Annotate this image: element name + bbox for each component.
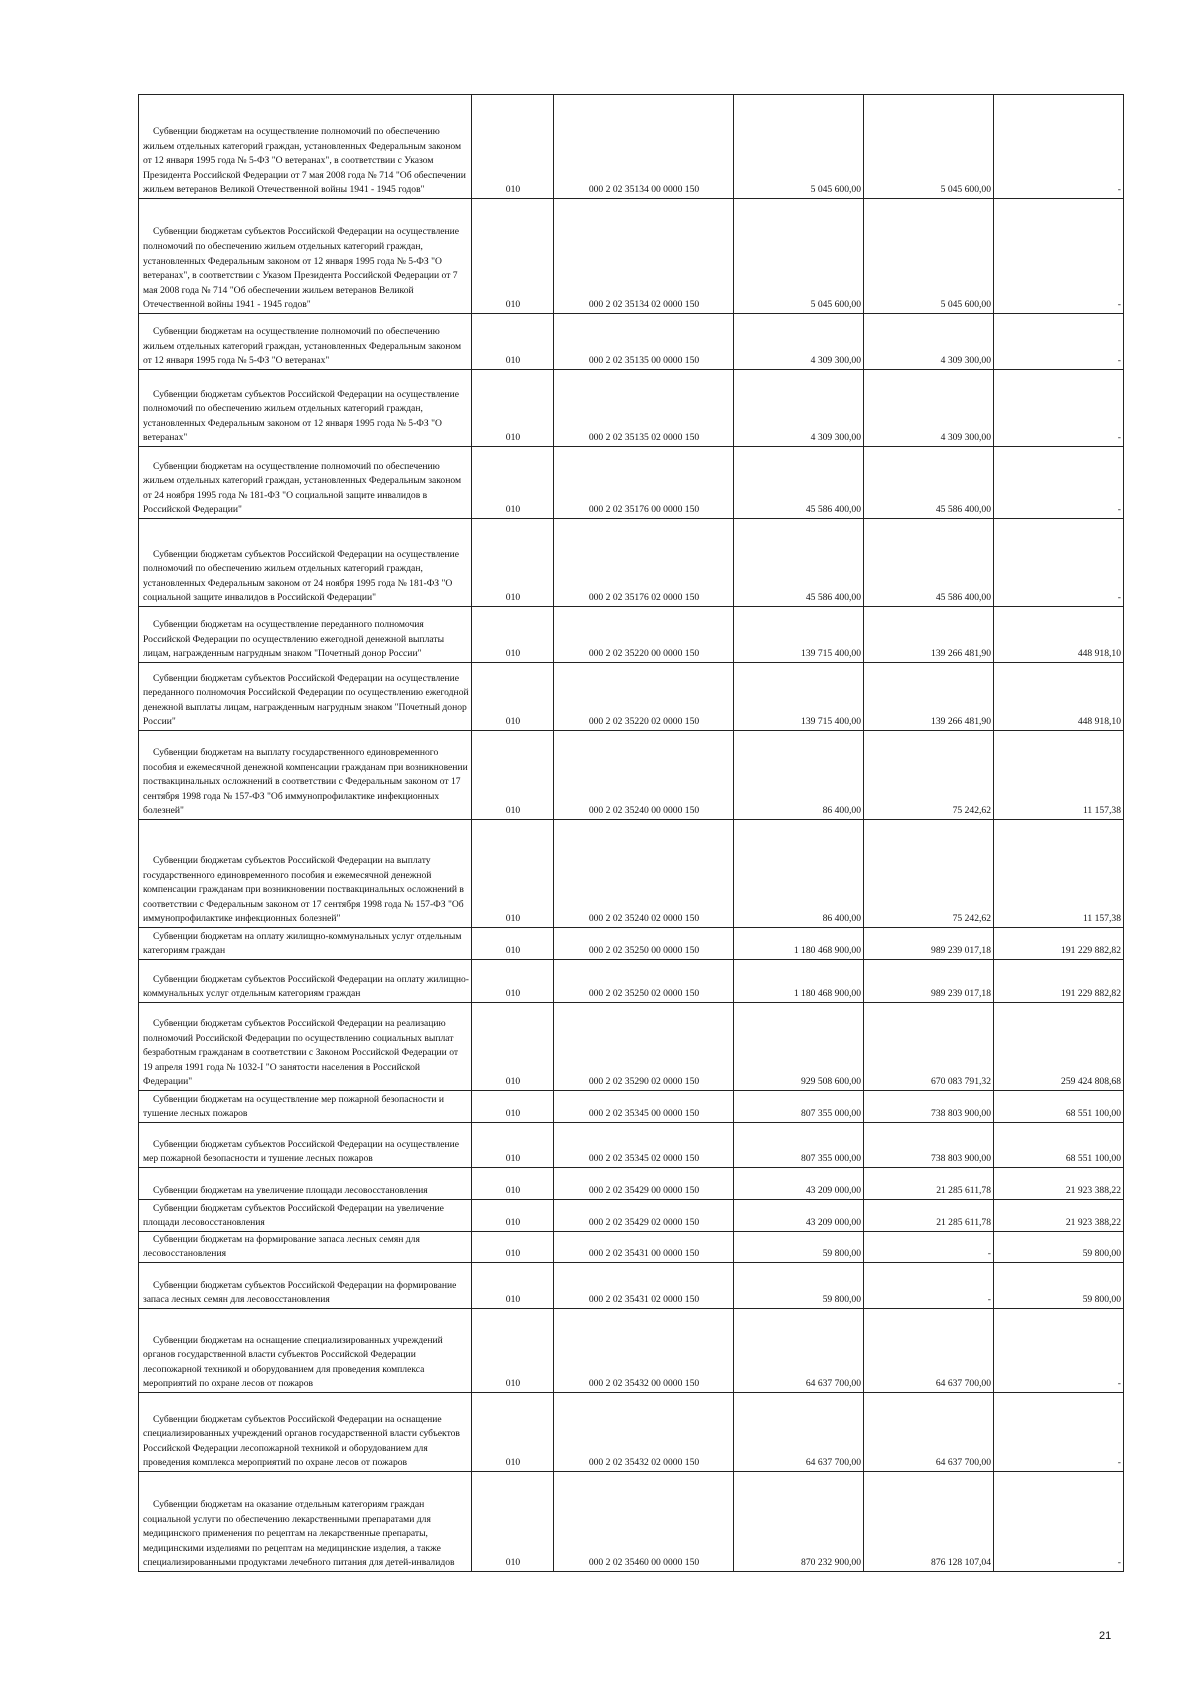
- row-name-cell: [139, 447, 472, 519]
- row-plan-cell: 929 508 600,00: [734, 1003, 864, 1091]
- budget-table-body: [139, 95, 1124, 1572]
- row-fact-cell: 45 586 400,00: [864, 447, 994, 519]
- row-code-cell: 010: [472, 1309, 554, 1393]
- row-name-text: Субвенции бюджетам на осуществление полномочий по обеспечению жильем отдельных категорий граждан, установленных Федеральным законом от 12 января 1995 года № 5-ФЗ "О ветеранах": [143, 326, 462, 367]
- budget-table: [138, 94, 1124, 1572]
- row-rest-cell: -: [994, 95, 1124, 199]
- row-name-text: Субвенции бюджетам субъектов Российской Федерации на выплату государственного единовременного пособия и ежемесячной денежной компенсации гражданам при возникновении поствакцинальных осложнений в соответствии с Федеральным законом от 17 сентября 1998 года № 157-ФЗ "Об иммунопрофилактике инфекционных болезней": [143, 855, 464, 925]
- row-fact-cell: 5 045 600,00: [864, 95, 994, 199]
- table-row: [139, 960, 1124, 1003]
- row-fact-cell: 21 285 611,78: [864, 1168, 994, 1200]
- row-name-cell: [139, 1003, 472, 1091]
- table-row: [139, 447, 1124, 519]
- row-plan-cell: 59 800,00: [734, 1232, 864, 1263]
- row-code-cell: 010: [472, 607, 554, 663]
- row-name-cell: [139, 95, 472, 199]
- row-name-text: Субвенции бюджетам на осуществление переданного полномочия Российской Федерации по осуществлению ежегодной денежной выплаты лицам, награжденным нагрудным знаком "Почетный донор России": [143, 619, 445, 660]
- table-row: [139, 731, 1124, 820]
- row-fact-cell: 989 239 017,18: [864, 928, 994, 960]
- row-kbk-cell: 000 2 02 35176 02 0000 150: [554, 519, 734, 607]
- row-fact-cell: 64 637 700,00: [864, 1309, 994, 1393]
- row-plan-cell: 807 355 000,00: [734, 1123, 864, 1168]
- row-kbk-cell: 000 2 02 35135 00 0000 150: [554, 314, 734, 370]
- row-rest-cell: 68 551 100,00: [994, 1091, 1124, 1123]
- row-code-cell: 010: [472, 314, 554, 370]
- row-name-cell: [139, 663, 472, 731]
- table-row: [139, 607, 1124, 663]
- row-code-cell: 010: [472, 519, 554, 607]
- row-name-text: Субвенции бюджетам субъектов Российской Федерации на осуществление переданного полномочия Российской Федерации по осуществлению ежегодной денежной выплаты лицам, награжденным нагрудным знаком "Почетный донор России": [143, 672, 469, 728]
- row-code-cell: 010: [472, 960, 554, 1003]
- row-code-cell: 010: [472, 370, 554, 447]
- row-fact-cell: -: [864, 1263, 994, 1309]
- page-number: 21: [1099, 1630, 1112, 1642]
- row-plan-cell: 4 309 300,00: [734, 370, 864, 447]
- row-rest-cell: 21 923 388,22: [994, 1168, 1124, 1200]
- row-name-cell: [139, 1472, 472, 1572]
- row-fact-cell: 139 266 481,90: [864, 663, 994, 731]
- row-kbk-cell: 000 2 02 35250 00 0000 150: [554, 928, 734, 960]
- row-name-cell: [139, 519, 472, 607]
- row-code-cell: 010: [472, 95, 554, 199]
- row-name-text: Субвенции бюджетам на осуществление полномочий по обеспечению жильем отдельных категорий граждан, установленных Федеральным законом от 24 ноября 1995 года № 181-ФЗ "О социальной защите инвалидов в Российской Федерации": [143, 460, 462, 516]
- row-kbk-cell: 000 2 02 35176 00 0000 150: [554, 447, 734, 519]
- table-row: [139, 1472, 1124, 1572]
- row-name-text: Субвенции бюджетам субъектов Российской Федерации на оснащение специализированных учреждений органов государственной власти субъектов Российской Федерации лесопожарной техникой и оборудованием для проведения комплекса мероприятий по охране лесов от пожаров: [143, 1413, 460, 1469]
- row-name-text: Субвенции бюджетам на осуществление полномочий по обеспечению жильем отдельных категорий граждан, установленных Федеральным законом от 12 января 1995 года № 5-ФЗ "О ветеранах", в соответствии с Указом Президента Российской Федерации от 7 мая 2008 года № 714 "Об обеспечении жильем ветеранов Великой Отечественной войны 1941 - 1945 годов": [143, 126, 466, 196]
- row-name-text: Субвенции бюджетам субъектов Российской Федерации на формирование запаса лесных семян для лесовосстановления: [143, 1279, 457, 1306]
- table-row: [139, 1003, 1124, 1091]
- row-rest-cell: 59 800,00: [994, 1232, 1124, 1263]
- row-rest-cell: -: [994, 447, 1124, 519]
- table-row: [139, 1393, 1124, 1472]
- row-name-cell: [139, 928, 472, 960]
- row-rest-cell: -: [994, 370, 1124, 447]
- row-kbk-cell: 000 2 02 35134 02 0000 150: [554, 199, 734, 314]
- row-plan-cell: 45 586 400,00: [734, 447, 864, 519]
- row-code-cell: 010: [472, 1003, 554, 1091]
- row-plan-cell: 43 209 000,00: [734, 1200, 864, 1232]
- row-kbk-cell: 000 2 02 35240 00 0000 150: [554, 731, 734, 820]
- row-fact-cell: 75 242,62: [864, 820, 994, 928]
- table-row: [139, 1232, 1124, 1263]
- row-name-text: Субвенции бюджетам на выплату государственного единовременного пособия и ежемесячной денежной компенсации гражданам при возникновении поствакцинальных осложнений в соответствии с Федеральным законом от 17 сентября 1998 года № 157-ФЗ "Об иммунопрофилактике инфекционных болезней": [143, 747, 468, 817]
- row-code-cell: 010: [472, 1091, 554, 1123]
- row-name-text: Субвенции бюджетам на осуществление мер пожарной безопасности и тушение лесных пожаров: [143, 1093, 445, 1120]
- row-fact-cell: 21 285 611,78: [864, 1200, 994, 1232]
- row-kbk-cell: 000 2 02 35432 00 0000 150: [554, 1309, 734, 1393]
- row-code-cell: 010: [472, 1263, 554, 1309]
- row-fact-cell: 5 045 600,00: [864, 199, 994, 314]
- row-name-cell: [139, 960, 472, 1003]
- row-rest-cell: 448 918,10: [994, 607, 1124, 663]
- row-code-cell: 010: [472, 1168, 554, 1200]
- row-name-text: Субвенции бюджетам субъектов Российской Федерации на увеличение площади лесовосстановления: [143, 1202, 444, 1229]
- row-plan-cell: 4 309 300,00: [734, 314, 864, 370]
- row-name-cell: [139, 607, 472, 663]
- row-plan-cell: 1 180 468 900,00: [734, 928, 864, 960]
- row-rest-cell: 259 424 808,68: [994, 1003, 1124, 1091]
- row-plan-cell: 5 045 600,00: [734, 199, 864, 314]
- row-kbk-cell: 000 2 02 35432 02 0000 150: [554, 1393, 734, 1472]
- row-fact-cell: 738 803 900,00: [864, 1091, 994, 1123]
- row-code-cell: 010: [472, 1200, 554, 1232]
- row-plan-cell: 139 715 400,00: [734, 663, 864, 731]
- row-name-text: Субвенции бюджетам субъектов Российской Федерации на осуществление полномочий по обеспечению жильем отдельных категорий граждан, установленных Федеральным законом от 12 января 1995 года № 5-ФЗ "О ветеранах": [143, 388, 460, 444]
- table-row: [139, 928, 1124, 960]
- row-name-cell: [139, 199, 472, 314]
- row-kbk-cell: 000 2 02 35429 02 0000 150: [554, 1200, 734, 1232]
- row-fact-cell: 139 266 481,90: [864, 607, 994, 663]
- row-fact-cell: 75 242,62: [864, 731, 994, 820]
- row-code-cell: 010: [472, 1393, 554, 1472]
- row-plan-cell: 43 209 000,00: [734, 1168, 864, 1200]
- row-name-text: Субвенции бюджетам на оказание отдельным категориям граждан социальной услуги по обеспечению лекарственными препаратами для медицинского применения по рецептам на лекарственные препараты, медицинскими изделиями по рецептам на медицинские изделия, а также специализированными продуктами лечебного питания для детей-инвалидов: [143, 1499, 455, 1569]
- row-code-cell: 010: [472, 199, 554, 314]
- table-row: [139, 519, 1124, 607]
- table-row: [139, 1263, 1124, 1309]
- row-rest-cell: 448 918,10: [994, 663, 1124, 731]
- table-row: [139, 370, 1124, 447]
- row-name-cell: [139, 1232, 472, 1263]
- table-row: [139, 820, 1124, 928]
- row-name-cell: [139, 1200, 472, 1232]
- row-fact-cell: 876 128 107,04: [864, 1472, 994, 1572]
- row-fact-cell: 4 309 300,00: [864, 370, 994, 447]
- row-name-cell: [139, 820, 472, 928]
- row-name-text: Субвенции бюджетам субъектов Российской Федерации на осуществление полномочий по обеспечению жильем отдельных категорий граждан, установленных Федеральным законом от 12 января 1995 года № 5-ФЗ "О ветеранах", в соответствии с Указом Президента Российской Федерации от 7 мая 2008 года № 714 "Об обеспечении жильем ветеранов Великой Отечественной войны 1941 - 1945 годов": [143, 226, 460, 311]
- row-name-cell: [139, 1123, 472, 1168]
- row-name-cell: [139, 314, 472, 370]
- row-plan-cell: 807 355 000,00: [734, 1091, 864, 1123]
- row-rest-cell: -: [994, 1393, 1124, 1472]
- row-fact-cell: 4 309 300,00: [864, 314, 994, 370]
- table-row: [139, 1200, 1124, 1232]
- row-rest-cell: -: [994, 314, 1124, 370]
- row-kbk-cell: 000 2 02 35220 02 0000 150: [554, 663, 734, 731]
- row-rest-cell: 11 157,38: [994, 820, 1124, 928]
- row-code-cell: 010: [472, 1123, 554, 1168]
- row-name-text: Субвенции бюджетам на увеличение площади лесовосстановления: [153, 1185, 428, 1197]
- row-rest-cell: 21 923 388,22: [994, 1200, 1124, 1232]
- row-kbk-cell: 000 2 02 35290 02 0000 150: [554, 1003, 734, 1091]
- row-kbk-cell: 000 2 02 35135 02 0000 150: [554, 370, 734, 447]
- row-rest-cell: -: [994, 199, 1124, 314]
- row-name-text: Субвенции бюджетам субъектов Российской Федерации на реализацию полномочий Российской Федерации по осуществлению социальных выплат безработным гражданам в соответствии с Законом Российской Федерации от 19 апреля 1991 года № 1032-I "О занятости населения в Российской Федерации": [143, 1018, 459, 1088]
- table-row: [139, 314, 1124, 370]
- table-row: [139, 1123, 1124, 1168]
- table-row: [139, 663, 1124, 731]
- row-plan-cell: 86 400,00: [734, 820, 864, 928]
- row-name-cell: [139, 1309, 472, 1393]
- row-name-text: Субвенции бюджетам субъектов Российской Федерации на осуществление мер пожарной безопасности и тушение лесных пожаров: [143, 1138, 460, 1165]
- row-kbk-cell: 000 2 02 35240 02 0000 150: [554, 820, 734, 928]
- row-name-cell: [139, 370, 472, 447]
- table-row: [139, 1168, 1124, 1200]
- row-kbk-cell: 000 2 02 35345 00 0000 150: [554, 1091, 734, 1123]
- row-rest-cell: 191 229 882,82: [994, 928, 1124, 960]
- row-fact-cell: 989 239 017,18: [864, 960, 994, 1003]
- table-row: [139, 1309, 1124, 1393]
- row-code-cell: 010: [472, 663, 554, 731]
- row-name-cell: [139, 1168, 472, 1200]
- table-row: [139, 1091, 1124, 1123]
- row-kbk-cell: 000 2 02 35250 02 0000 150: [554, 960, 734, 1003]
- row-rest-cell: -: [994, 1472, 1124, 1572]
- row-name-cell: [139, 1393, 472, 1472]
- row-code-cell: 010: [472, 1472, 554, 1572]
- table-row: [139, 199, 1124, 314]
- row-rest-cell: -: [994, 1309, 1124, 1393]
- row-fact-cell: 64 637 700,00: [864, 1393, 994, 1472]
- row-kbk-cell: 000 2 02 35220 00 0000 150: [554, 607, 734, 663]
- row-rest-cell: 59 800,00: [994, 1263, 1124, 1309]
- row-code-cell: 010: [472, 1232, 554, 1263]
- row-name-cell: [139, 1263, 472, 1309]
- row-kbk-cell: 000 2 02 35431 02 0000 150: [554, 1263, 734, 1309]
- row-plan-cell: 1 180 468 900,00: [734, 960, 864, 1003]
- row-plan-cell: 86 400,00: [734, 731, 864, 820]
- row-plan-cell: 64 637 700,00: [734, 1393, 864, 1472]
- row-plan-cell: 139 715 400,00: [734, 607, 864, 663]
- row-kbk-cell: 000 2 02 35134 00 0000 150: [554, 95, 734, 199]
- row-plan-cell: 45 586 400,00: [734, 519, 864, 607]
- row-rest-cell: 191 229 882,82: [994, 960, 1124, 1003]
- row-code-cell: 010: [472, 731, 554, 820]
- row-kbk-cell: 000 2 02 35460 00 0000 150: [554, 1472, 734, 1572]
- row-name-cell: [139, 731, 472, 820]
- row-kbk-cell: 000 2 02 35345 02 0000 150: [554, 1123, 734, 1168]
- row-plan-cell: 870 232 900,00: [734, 1472, 864, 1572]
- row-code-cell: 010: [472, 820, 554, 928]
- row-code-cell: 010: [472, 928, 554, 960]
- table-row: [139, 95, 1124, 199]
- row-name-text: Субвенции бюджетам на оснащение специализированных учреждений органов государственной власти субъектов Российской Федерации лесопожарной техникой и оборудованием для проведения комплекса мероприятий по охране лесов от пожаров: [143, 1334, 443, 1390]
- row-kbk-cell: 000 2 02 35431 00 0000 150: [554, 1232, 734, 1263]
- row-rest-cell: 68 551 100,00: [994, 1123, 1124, 1168]
- row-rest-cell: 11 157,38: [994, 731, 1124, 820]
- row-fact-cell: 670 083 791,32: [864, 1003, 994, 1091]
- row-plan-cell: 59 800,00: [734, 1263, 864, 1309]
- row-fact-cell: -: [864, 1232, 994, 1263]
- row-rest-cell: -: [994, 519, 1124, 607]
- row-name-text: Субвенции бюджетам на формирование запаса лесных семян для лесовосстановления: [143, 1233, 420, 1260]
- row-plan-cell: 64 637 700,00: [734, 1309, 864, 1393]
- row-name-text: Субвенции бюджетам субъектов Российской Федерации на осуществление полномочий по обеспечению жильем отдельных категорий граждан, установленных Федеральным законом от 24 ноября 1995 года № 181-ФЗ "О социальной защите инвалидов в Российской Федерации": [143, 548, 460, 604]
- row-fact-cell: 738 803 900,00: [864, 1123, 994, 1168]
- row-name-text: Субвенции бюджетам на оплату жилищно-коммунальных услуг отдельным категориям граждан: [143, 930, 462, 957]
- row-kbk-cell: 000 2 02 35429 00 0000 150: [554, 1168, 734, 1200]
- row-name-cell: [139, 1091, 472, 1123]
- row-plan-cell: 5 045 600,00: [734, 95, 864, 199]
- row-fact-cell: 45 586 400,00: [864, 519, 994, 607]
- row-name-text: Субвенции бюджетам субъектов Российской Федерации на оплату жилищно-коммунальных услуг отдельным категориям граждан: [143, 973, 469, 1000]
- row-code-cell: 010: [472, 447, 554, 519]
